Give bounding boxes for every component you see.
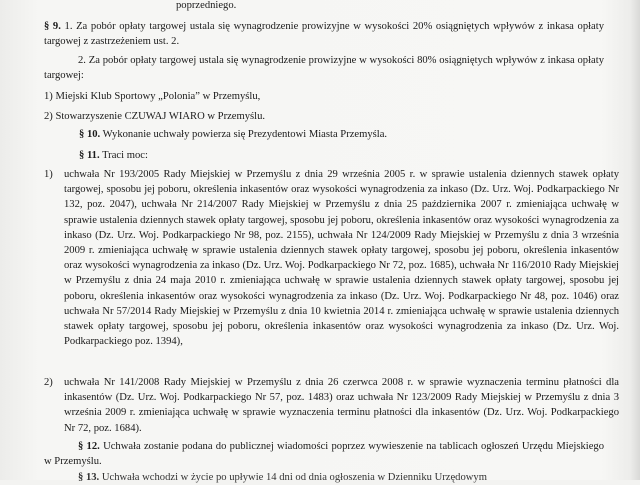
section-13-label: § 13. [78, 472, 100, 483]
section-10-text: Wykonanie uchwały powierza się Prezydentowi Miasta Przemyśla. [102, 129, 388, 140]
beneficiary-item-1: 1) Miejski Klub Sportowy „Polonia” w Przemyślu, [44, 91, 261, 102]
list-text: uchwała Nr 193/2005 Rady Miejskiej w Przemyślu z dnia 29 września 2005 r. w sprawie ustalenia dziennych stawek opłaty targowej, sposobu jej poboru, określenia inkasentów oraz wysokości wynagrodzenia za inkaso (Dz. Urz. Woj. Podkarpackiego Nr 132, poz. 2047), uchwała Nr 214/2007 Rady Miejskiej w Przemyślu z dnia 25 października 2007 r. zmieniająca uchwałę w sprawie ustalenia dziennych stawek opłaty targowej, sposobu jej poboru, określenia inkasentów oraz wysokości wynagrodzenia za inkaso (Dz. Urz. Woj. Podkarpackiego Nr 98, poz. 2155), uchwała Nr 124/2009 Rady Miejskiej w Przemyślu z dnia 3 września 2009 r. zmieniająca uchwałę w sprawie ustalenia dziennych stawek opłaty targowej, sposobu jej poboru, określenia inkasentów oraz wysokości wynagrodzenia za inkaso (Dz. Urz. Woj. Podkarpackiego Nr 72, poz. 1685), uchwała Nr 116/2010 Rady Miejskiej w Przemyślu z dnia 24 maja 2010 r. zmieniająca uchwałę w sprawie ustalenia dziennych stawek opłaty targowej, sposobu jej poboru, określenia inkasentów oraz wysokości wynagrodzenia za inkaso (Dz. Urz. Woj. Podkarpackiego Nr 48, poz. 1046) oraz uchwała Nr 57/2014 Rady Miejskiej w Przemyślu z dnia 10 kwietnia 2014 r. zmieniająca uchwałę w sprawie ustalenia dziennych stawek opłaty targowej, sposobu jej poboru, określenia inkasentów oraz wysokości wynagrodzenia za inkaso (Dz. Urz. Woj. Podkarpackiego poz. 1394), [64, 169, 619, 348]
list-text: uchwała Nr 141/2008 Rady Miejskiej w Przemyślu z dnia 26 czerwca 2008 r. w sprawie wyznaczenia terminu płatności dla inkasentów (Dz. Urz. Woj. Podkarpackiego Nr 57, poz. 1483) oraz uchwała Nr 123/2009 Rady Miejskiej w Przemyślu z dnia 3 września 2009 r. zmieniająca uchwałę w sprawie wyznaczenia terminu płatności dla inkasentów (Dz. Urz. Woj. Podkarpackiego Nr 72, poz. 1684). [64, 377, 619, 434]
section-12-label: § 12. [78, 441, 100, 452]
section-9-text-2: 2. Za pobór opłaty targowej ustala się wynagrodzenie prowizyjne w wysokości 80% osiągniętych wpływów z inkasa opłaty targowej: [44, 55, 604, 82]
list-number: 1) [44, 169, 53, 180]
beneficiary-item-2: 2) Stowarzyszenie CZUWAJ WIARO w Przemyślu. [44, 111, 266, 122]
section-10-label: § 10. [79, 129, 101, 140]
previous-section-tail: poprzedniego. [176, 0, 237, 11]
scan-edge-shadow [630, 0, 640, 480]
section-12-text: Uchwała zostanie podana do publicznej wiadomości poprzez wywieszenie na tablicach ogłoszeń Urzędu Miejskiego w Przemyślu. [44, 441, 605, 468]
section-13 [44, 470, 604, 485]
section-12 [44, 439, 604, 469]
list-number: 2) [44, 377, 53, 388]
section-13-text: Uchwała wchodzi w życie po upływie 14 dni od dnia ogłoszenia w Dzienniku Urzędowym [101, 472, 487, 483]
section-9-label: § 9. [44, 21, 61, 32]
section-11-text: Traci moc: [102, 150, 148, 161]
section-9-paragraph-1 [44, 19, 604, 49]
section-11-label: § 11. [79, 150, 100, 161]
section-11 [79, 148, 148, 163]
section-10 [79, 127, 387, 142]
section-9-paragraph-2 [44, 53, 604, 83]
section-9-text-1: 1. Za pobór opłaty targowej ustala się wynagrodzenie prowizyjne w wysokości 20% osiągniętych wpływów z inkasa opłaty targowej z zastrzeżeniem ust. 2. [44, 21, 604, 48]
